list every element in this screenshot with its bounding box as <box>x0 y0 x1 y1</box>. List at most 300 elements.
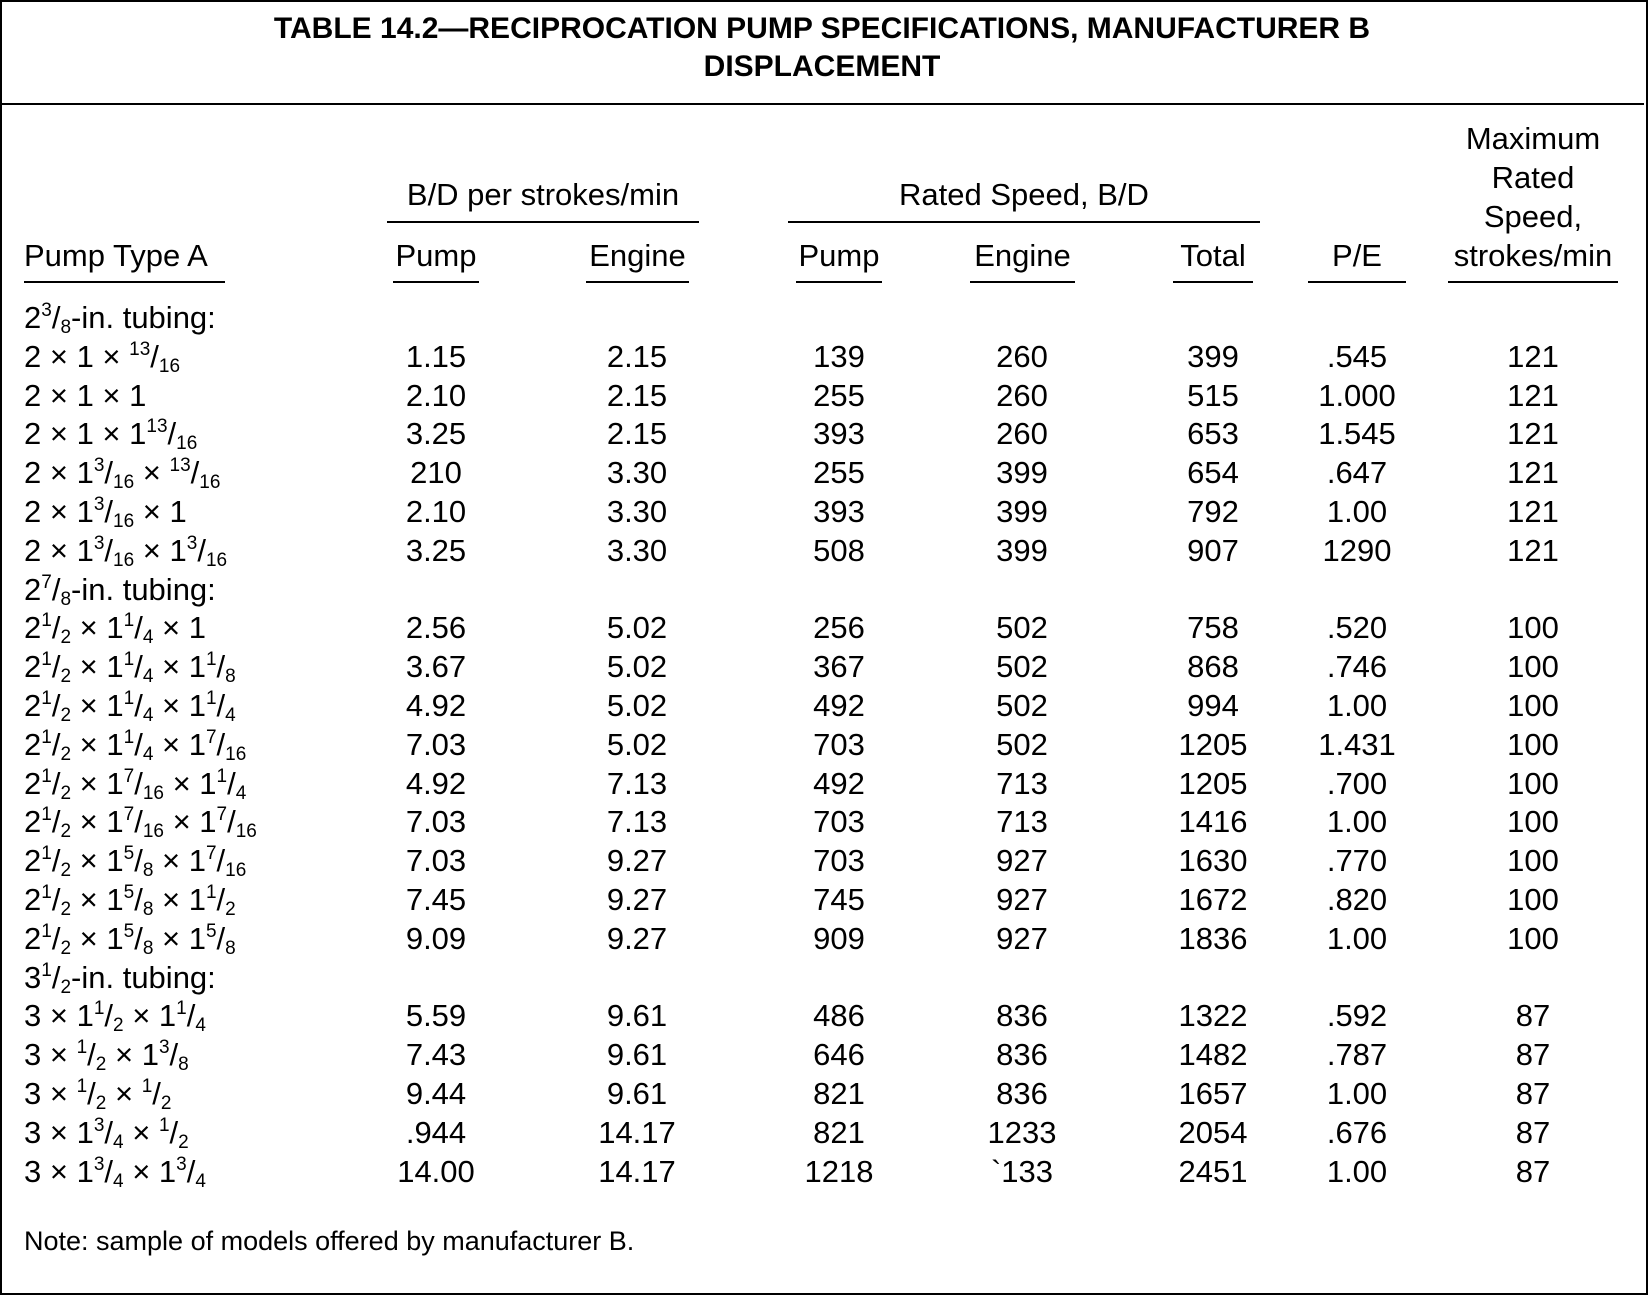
cell-rs-total: 1322 <box>1178 998 1248 1034</box>
cell-max-speed: 87 <box>1515 1153 1551 1189</box>
label-part: 8 <box>142 899 154 920</box>
pump-type-label <box>24 843 247 882</box>
label-part: × 1 <box>134 532 187 568</box>
label-part: / <box>51 765 61 801</box>
cell-rs-pump: 492 <box>813 688 865 723</box>
cell-max-speed: 121 <box>1507 338 1559 374</box>
label-part: / <box>134 726 143 762</box>
label-part: 2 × 1 <box>24 532 94 568</box>
label-part: 1 <box>76 1076 88 1097</box>
label-part: / <box>51 920 61 956</box>
cell-bd-pump: 7.03 <box>405 804 467 840</box>
label-part: 2 <box>160 1093 172 1114</box>
label-part: 7 <box>205 843 217 865</box>
table-note: Note: sample of models offered by manufacturer B. <box>24 1226 635 1256</box>
cell-max-speed: 100 <box>1507 882 1559 917</box>
cell-bd-engine: 3.30 <box>606 494 668 529</box>
label-part: / <box>227 765 236 801</box>
label-part: 2 <box>60 627 72 649</box>
cell-rs-total: 1630 <box>1178 843 1248 879</box>
cell-rs-total: 399 <box>1187 338 1239 374</box>
cell-rs-engine: 502 <box>996 688 1048 723</box>
label-part: 1 <box>141 1076 153 1097</box>
pump-type-label <box>24 533 227 569</box>
header-pump-type-rule <box>24 281 225 283</box>
label-part: / <box>104 455 114 491</box>
cell-rs-total: 758 <box>1187 610 1239 646</box>
cell-rs-pump: 745 <box>813 882 865 917</box>
cell-bd-engine: 9.27 <box>606 882 668 917</box>
cell-rs-pump: 139 <box>813 338 865 374</box>
pump-type-label <box>24 416 198 455</box>
label-part: 3 × 1 <box>24 1153 94 1189</box>
cell-rs-engine: 836 <box>996 998 1048 1034</box>
label-part: × 1 <box>163 765 217 801</box>
label-part: × 1 <box>163 804 217 840</box>
label-part: / <box>150 338 159 374</box>
label-part: / <box>134 882 143 917</box>
label-part: 2 × 1 <box>24 494 94 529</box>
label-part: × 1 <box>71 610 124 646</box>
header-max-line-2: Rated <box>1491 160 1575 195</box>
header-bd-pump-rule <box>393 281 479 283</box>
cell-max-speed: 121 <box>1507 377 1559 413</box>
label-part: × 1 <box>71 920 124 956</box>
cell-pe: .592 <box>1326 998 1388 1034</box>
cell-pe: 1290 <box>1322 532 1392 568</box>
label-part: / <box>51 610 61 646</box>
label-part: 3 <box>158 1037 170 1059</box>
label-part: 1 <box>41 959 52 981</box>
cell-rs-total: 1205 <box>1178 765 1248 801</box>
label-part: -in. tubing: <box>71 571 216 607</box>
label-part: 2 <box>60 976 72 998</box>
label-part: × 1 <box>123 998 177 1034</box>
label-part: 2 <box>60 860 72 882</box>
label-part: × <box>134 455 170 491</box>
header-group-bd-per-stroke: B/D per strokes/min <box>406 177 680 212</box>
label-part: 3 × <box>24 1037 77 1073</box>
cell-rs-total: 1836 <box>1178 920 1248 956</box>
label-part: -in. tubing: <box>71 300 216 335</box>
cell-bd-engine: 3.30 <box>606 532 668 568</box>
cell-max-speed: 87 <box>1515 998 1551 1034</box>
cell-rs-total: 792 <box>1187 494 1239 529</box>
label-part: / <box>87 1037 96 1073</box>
label-part: 2 <box>24 765 42 801</box>
cell-bd-pump: 7.45 <box>405 882 467 917</box>
header-rs-pump: Pump <box>798 238 880 273</box>
label-part: 3 <box>93 1114 105 1136</box>
cell-max-speed: 87 <box>1515 1114 1551 1150</box>
header-group-rated-speed: Rated Speed, B/D <box>899 177 1149 212</box>
label-part: × 1 <box>153 649 206 685</box>
cell-bd-engine: 5.02 <box>606 610 668 646</box>
cell-max-speed: 121 <box>1507 494 1559 529</box>
label-part: × 1 <box>153 882 206 917</box>
cell-rs-engine: 260 <box>996 377 1048 413</box>
section-heading <box>24 300 216 336</box>
cell-bd-pump: 7.03 <box>405 726 467 762</box>
pump-type-label <box>24 766 246 802</box>
cell-bd-pump: 2.10 <box>405 494 467 529</box>
label-part: × 1 <box>71 843 124 879</box>
label-part: 1 <box>41 688 52 709</box>
cell-pe: .520 <box>1326 610 1388 646</box>
label-part: 16 <box>142 821 164 843</box>
cell-pe: 1.00 <box>1326 1076 1388 1111</box>
label-part: / <box>190 455 200 491</box>
cell-max-speed: 100 <box>1507 920 1559 956</box>
cell-rs-engine: `133 <box>990 1153 1054 1189</box>
label-part: / <box>216 688 226 723</box>
label-part: / <box>197 532 206 568</box>
label-part: × 1 <box>71 882 124 917</box>
label-part: / <box>51 571 61 607</box>
label-part: / <box>104 998 114 1034</box>
cell-pe: 1.00 <box>1326 920 1388 956</box>
label-part: 2 <box>95 1093 107 1114</box>
label-part: × 1 <box>153 726 206 762</box>
label-part: × 1 <box>71 649 124 685</box>
pump-type-label <box>24 1076 171 1112</box>
cell-rs-engine: 713 <box>996 765 1048 801</box>
label-part: 16 <box>225 860 247 882</box>
label-part: 2 <box>24 804 42 840</box>
label-part: / <box>51 688 61 723</box>
cell-rs-pump: 909 <box>813 920 865 956</box>
label-part: 2 <box>24 882 42 917</box>
cell-bd-pump: 5.59 <box>405 998 467 1034</box>
label-part: 1 <box>41 843 52 865</box>
label-part: 1 <box>123 688 135 709</box>
label-part: 3 × 1 <box>24 1114 94 1150</box>
cell-rs-total: 654 <box>1187 455 1239 491</box>
cell-pe: 1.00 <box>1326 1153 1388 1189</box>
header-pe: P/E <box>1332 238 1382 273</box>
header-group-rated-rule <box>788 221 1260 223</box>
cell-rs-pump: 821 <box>813 1114 865 1150</box>
label-part: 16 <box>235 821 257 843</box>
label-part: 4 <box>235 782 247 804</box>
label-part: 1 <box>123 610 135 632</box>
header-bd-engine: Engine <box>589 238 686 273</box>
cell-bd-pump: 2.10 <box>405 377 467 413</box>
label-part: 2 × 1 × 1 <box>24 416 147 452</box>
pump-type-label <box>24 727 246 763</box>
table-title <box>0 10 1644 86</box>
cell-bd-pump: 9.44 <box>405 1076 467 1111</box>
cell-bd-engine: 9.27 <box>606 920 668 956</box>
label-part: 2 × 1 × 1 <box>24 377 147 413</box>
cell-bd-engine: 5.02 <box>606 688 668 723</box>
cell-rs-pump: 367 <box>813 649 865 685</box>
label-part: / <box>186 1153 196 1189</box>
label-part: × 1 <box>153 688 206 723</box>
label-part: / <box>104 1114 114 1150</box>
header-bd-pump: Pump <box>395 238 477 273</box>
label-part: 16 <box>113 511 135 532</box>
label-part: -in. tubing: <box>71 959 216 995</box>
label-part: 16 <box>158 355 181 377</box>
label-part: / <box>134 610 143 646</box>
pump-type-label <box>24 610 206 649</box>
pump-type-label <box>24 649 236 688</box>
cell-rs-total: 1416 <box>1178 804 1248 840</box>
cell-rs-pump: 256 <box>813 610 865 646</box>
cell-bd-pump: 210 <box>410 455 462 491</box>
cell-max-speed: 100 <box>1507 843 1559 879</box>
cell-rs-total: 994 <box>1187 688 1239 723</box>
label-part: 8 <box>142 937 154 959</box>
cell-bd-engine: 2.15 <box>606 416 668 452</box>
label-part: 2 <box>24 920 42 956</box>
label-part: 4 <box>142 666 154 688</box>
cell-bd-engine: 3.30 <box>606 455 668 491</box>
cell-rs-total: 1205 <box>1178 726 1248 762</box>
label-part: 16 <box>142 782 164 804</box>
header-max-line-3: Speed, <box>1483 199 1583 234</box>
cell-rs-pump: 1218 <box>804 1153 874 1189</box>
pump-type-label <box>24 339 180 375</box>
label-part: 3 <box>93 455 105 477</box>
label-part: 2 <box>60 666 72 688</box>
label-part: 8 <box>60 588 72 610</box>
header-rs-total: Total <box>1180 238 1246 273</box>
label-part: / <box>51 882 61 917</box>
cell-rs-engine: 260 <box>996 338 1048 374</box>
label-part: × 1 <box>71 726 124 762</box>
label-part: 4 <box>142 627 154 649</box>
label-part: 2 <box>60 782 72 804</box>
label-part: / <box>216 649 226 685</box>
header-group-bd-rule <box>387 221 699 223</box>
cell-rs-engine: 927 <box>996 843 1048 879</box>
title-line-2: DISPLACEMENT <box>703 50 941 83</box>
label-part: / <box>134 843 143 879</box>
pump-type-label <box>24 921 236 957</box>
title-divider <box>0 103 1644 105</box>
cell-bd-engine: 9.61 <box>606 1076 668 1111</box>
label-part: 1 <box>205 649 217 671</box>
label-part: / <box>134 920 143 956</box>
cell-max-speed: 100 <box>1507 765 1559 801</box>
label-part: 5 <box>123 843 135 865</box>
label-part: 2 <box>24 843 42 879</box>
cell-pe: .647 <box>1326 455 1388 491</box>
cell-bd-engine: 2.15 <box>606 377 668 413</box>
label-part: × <box>123 1114 159 1150</box>
cell-rs-total: 907 <box>1187 532 1239 568</box>
label-part: 1 <box>41 882 52 903</box>
label-part: / <box>216 882 226 917</box>
label-part: 2 <box>95 1054 107 1076</box>
title-line-1: TABLE 14.2—RECIPROCATION PUMP SPECIFICATIONS, MANUFACTURER B <box>273 12 1371 45</box>
label-part: 8 <box>60 317 72 338</box>
cell-rs-pump: 486 <box>813 998 865 1034</box>
cell-rs-pump: 508 <box>813 532 865 568</box>
cell-rs-pump: 255 <box>813 455 865 491</box>
cell-rs-pump: 646 <box>813 1037 865 1073</box>
cell-max-speed: 100 <box>1507 804 1559 840</box>
cell-rs-engine: 399 <box>996 455 1048 491</box>
header-rs-total-rule <box>1173 281 1253 283</box>
label-part: 16 <box>113 549 135 571</box>
cell-max-speed: 100 <box>1507 726 1559 762</box>
label-part: 2 <box>113 1015 124 1037</box>
label-part: 16 <box>199 472 221 494</box>
cell-bd-engine: 5.02 <box>606 726 668 762</box>
label-part: / <box>51 726 61 762</box>
label-part: 16 <box>113 472 135 494</box>
cell-pe: .787 <box>1326 1037 1388 1073</box>
label-part: 3 × <box>24 1076 77 1111</box>
label-part: 4 <box>225 705 236 726</box>
label-part: 1 <box>205 882 217 903</box>
label-part: 1 <box>76 1037 88 1059</box>
label-part: 3 <box>24 959 42 995</box>
label-part: 1 <box>41 649 52 671</box>
label-part: × 1 <box>153 920 206 956</box>
cell-bd-engine: 2.15 <box>606 338 668 374</box>
cell-rs-engine: 502 <box>996 610 1048 646</box>
header-pump-type: Pump Type A <box>24 238 208 273</box>
cell-max-speed: 100 <box>1507 610 1559 646</box>
cell-max-speed: 121 <box>1507 455 1559 491</box>
cell-pe: .770 <box>1326 843 1388 879</box>
cell-rs-engine: 502 <box>996 726 1048 762</box>
cell-bd-pump: 2.56 <box>405 610 467 646</box>
cell-rs-engine: 399 <box>996 494 1048 529</box>
cell-pe: 1.545 <box>1318 416 1396 452</box>
pump-type-label <box>24 998 206 1037</box>
label-part: / <box>51 804 61 840</box>
cell-max-speed: 100 <box>1507 649 1559 685</box>
label-part: 7 <box>205 726 217 748</box>
label-part: 7 <box>123 804 135 826</box>
label-part: 13 <box>169 455 191 477</box>
cell-max-speed: 121 <box>1507 532 1559 568</box>
label-part: 2 <box>60 937 72 959</box>
cell-rs-pump: 492 <box>813 765 865 801</box>
label-part: / <box>134 649 143 685</box>
label-part: 2 <box>178 1131 189 1153</box>
label-part: / <box>152 1076 161 1111</box>
pump-type-label <box>24 1154 206 1190</box>
label-part: × 1 <box>71 804 124 840</box>
cell-max-speed: 121 <box>1507 416 1559 452</box>
cell-rs-total: 515 <box>1187 377 1239 413</box>
cell-rs-engine: 502 <box>996 649 1048 685</box>
label-part: 5 <box>205 920 217 942</box>
cell-rs-pump: 821 <box>813 1076 865 1111</box>
cell-bd-engine: 5.02 <box>606 649 668 685</box>
label-part: 4 <box>195 1170 206 1192</box>
cell-rs-pump: 703 <box>813 843 865 879</box>
label-part: × 1 <box>71 765 124 801</box>
label-part: 13 <box>146 416 168 438</box>
label-part: 3 × 1 <box>24 998 94 1034</box>
label-part: / <box>134 804 143 840</box>
pump-type-label <box>24 455 221 494</box>
label-part: 4 <box>113 1170 124 1192</box>
label-part: / <box>186 998 196 1034</box>
cell-rs-engine: 713 <box>996 804 1048 840</box>
cell-pe: 1.00 <box>1326 494 1388 529</box>
label-part: 16 <box>205 549 228 571</box>
label-part: / <box>51 959 61 995</box>
cell-rs-pump: 393 <box>813 494 865 529</box>
label-part: / <box>134 765 143 801</box>
label-part: 1 <box>93 998 105 1020</box>
cell-rs-pump: 703 <box>813 804 865 840</box>
cell-rs-pump: 703 <box>813 726 865 762</box>
label-part: / <box>227 804 236 840</box>
cell-pe: 1.431 <box>1318 726 1396 762</box>
label-part: 16 <box>176 433 198 455</box>
cell-bd-pump: 14.00 <box>397 1153 475 1189</box>
label-part: 2 <box>24 649 42 685</box>
label-part: × 1 <box>123 1153 177 1189</box>
cell-bd-engine: 14.17 <box>598 1114 676 1150</box>
cell-bd-pump: 7.43 <box>405 1037 467 1073</box>
label-part: / <box>87 1076 96 1111</box>
pump-type-label <box>24 688 236 724</box>
label-part: 1 <box>176 998 187 1020</box>
header-rs-engine: Engine <box>974 238 1071 273</box>
label-part: / <box>216 726 226 762</box>
label-part: / <box>169 1114 179 1150</box>
label-part: / <box>51 649 61 685</box>
label-part: 2 <box>60 705 72 726</box>
label-part: 1 <box>123 726 135 748</box>
label-part: 2 <box>225 899 236 920</box>
cell-bd-pump: 7.03 <box>405 843 467 879</box>
label-part: 3 <box>176 1153 187 1175</box>
label-part: 5 <box>123 882 135 903</box>
cell-bd-engine: 9.27 <box>606 843 668 879</box>
header-pe-rule <box>1308 281 1406 283</box>
cell-pe: .676 <box>1326 1114 1388 1150</box>
cell-bd-engine: 9.61 <box>606 998 668 1034</box>
label-part: × 1 <box>153 843 206 879</box>
cell-rs-total: 1672 <box>1178 882 1248 917</box>
cell-max-speed: 87 <box>1515 1076 1551 1111</box>
label-part: 5 <box>123 920 135 942</box>
cell-pe: 1.00 <box>1326 804 1388 840</box>
label-part: 4 <box>142 705 154 726</box>
cell-bd-engine: 14.17 <box>598 1153 676 1189</box>
label-part: 2 <box>60 743 72 765</box>
cell-pe: .700 <box>1326 765 1388 801</box>
cell-rs-total: 2451 <box>1178 1153 1248 1189</box>
label-part: × 1 <box>153 610 206 646</box>
label-part: 2 <box>60 899 72 920</box>
cell-rs-pump: 393 <box>813 416 865 452</box>
label-part: 1 <box>41 804 52 826</box>
label-part: 1 <box>41 726 52 748</box>
cell-rs-pump: 255 <box>813 377 865 413</box>
cell-max-speed: 100 <box>1507 688 1559 723</box>
pump-type-label <box>24 494 187 530</box>
cell-bd-pump: 1.15 <box>405 338 467 374</box>
cell-bd-pump: 3.67 <box>405 649 467 685</box>
cell-rs-total: 868 <box>1187 649 1239 685</box>
label-part: 2 <box>24 610 42 646</box>
label-part: 3 <box>93 1153 105 1175</box>
label-part: 8 <box>142 860 154 882</box>
label-part: 1 <box>205 688 217 709</box>
